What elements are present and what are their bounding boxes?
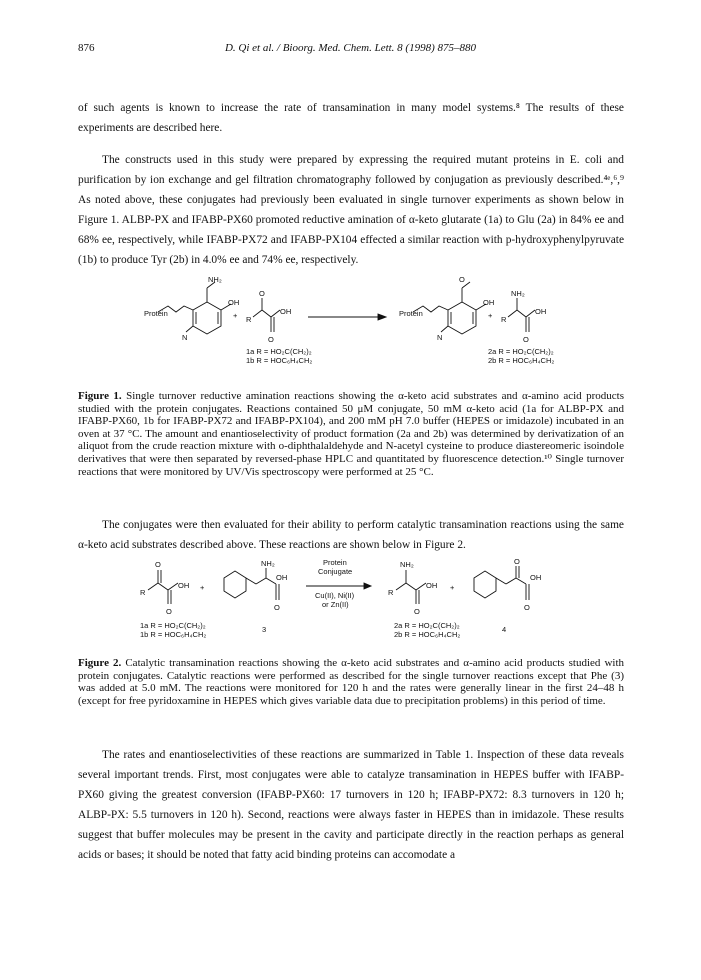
fig1-nh2-prod: NH₂ [511, 289, 525, 298]
fig1-plus-right: + [488, 311, 493, 320]
fig2-label-2b: 2b R = HOC₆H₄CH₂ [394, 630, 461, 639]
fig2-r-2: R [388, 588, 394, 597]
fig1-r-prod: R [501, 315, 507, 324]
fig1-oh-sub: OH [280, 307, 292, 316]
fig1-o2-prod: O [523, 335, 529, 344]
fig1-label-2a: 2a R = HO₂C(CH₂)₂ [488, 347, 554, 356]
fig2-o-1: O [155, 560, 161, 569]
fig2-nh2-3: NH₂ [261, 559, 275, 568]
fig1-nh2-left: NH₂ [208, 275, 222, 284]
figure-1-caption-text: Single turnover reductive amination reactions showing the α-keto acid substrates and α-amino acid products studied with the protein conjugates. Reactions contained 50 μM conjugate, 50 mM α-keto acid (1a for ALBP-PX and IFABP-PX60, 1b for IFABP-PX72 and IFABP-PX104), and 200 mM pH 7.0 buffer (HEPES or imidazole) incubated in an oven at 37 °C. The amount and enantioselectivity of product formation (2a and 2b) was determined by derivatization of an aliquot from the crude reaction mixture with o-diphthalaldehyde and N-acetyl cysteine to produce diastereomeric isoindole derivatives that were then separated by reversed-phase HPLC and quantitated by fluorescence detection.¹⁰ Single turnover reactions that were monitored by UV/Vis spectroscopy were performed at 25 °C. [78, 390, 624, 478]
fig2-oh-1: OH [178, 581, 190, 590]
fig2-r-1: R [140, 588, 146, 597]
fig1-r-sub: R [246, 315, 252, 324]
fig1-label-2b: 2b R = HOC₆H₄CH₂ [488, 356, 555, 364]
fig1-label-1a: 1a R = HO₂C(CH₂)₂ [246, 347, 312, 356]
fig2-o2-1: O [166, 607, 172, 616]
fig2-oh-2: OH [426, 581, 438, 590]
fig2-o2-4: O [524, 603, 530, 612]
figure-1-label: Figure 1. [78, 390, 122, 402]
fig2-o-4: O [514, 558, 520, 566]
fig1-plus-left: + [233, 311, 238, 320]
fig1-oh-left: OH [228, 298, 240, 307]
fig2-nh2-2: NH₂ [400, 560, 414, 569]
running-head: D. Qi et al. / Bioorg. Med. Chem. Lett. 8 (1998) 875–880 [224, 42, 477, 54]
fig1-o-sub: O [259, 289, 265, 298]
page-header [78, 42, 623, 58]
fig1-oh-prod: OH [535, 307, 547, 316]
fig2-label-1a: 1a R = HO₂C(CH₂)₂ [140, 621, 206, 630]
paragraph-1: of such agents is known to increase the rate of transamination in many model systems.⁸ The results of these experiments are described here. [78, 102, 624, 134]
paragraph-3: The conjugates were then evaluated for their ability to perform catalytic transamination reactions using the same α-keto acid substrates described above. These reactions are shown below in Figure 2. [78, 519, 624, 551]
fig2-label-1b: 1b R = HOC₆H₄CH₂ [140, 630, 207, 639]
page-number: 876 [78, 42, 95, 54]
figure-2-structures [78, 558, 624, 644]
fig1-protein-left: Protein [144, 309, 168, 318]
figure-2-label: Figure 2. [78, 657, 122, 669]
figure-1-structures [78, 272, 624, 364]
fig2-oh-3: OH [276, 573, 288, 582]
fig1-o-right: O [459, 275, 465, 284]
fig2-arrow-bottom2: or Zn(II) [322, 600, 349, 609]
fig2-label-2a: 2a R = HO₂C(CH₂)₂ [394, 621, 460, 630]
paragraph-4: The rates and enantioselectivities of these reactions are summarized in Table 1. Inspection of these data reveals several important trends. First, most conjugates were able to catalyze transamination in HEPES buffer with IFABP-PX60 giving the greatest conversion (IFABP-PX60: 17 turnovers in 120 h; IFABP-PX72: 8.3 turnovers in 120 h; ALBP-PX: 5.5 turnovers in 120 h). Second, reactions were always faster in HEPES than in imidazole. These results suggest that buffer molecules may be present in the cavity and participate directly in the reaction perhaps as general acids or bases; it should be noted that fatty acid binding proteins can accomodate a [78, 749, 624, 861]
fig1-label-1b: 1b R = HOC₆H₄CH₂ [246, 356, 313, 364]
fig2-label-4: 4 [502, 625, 507, 634]
fig2-arrow-top1: Protein [323, 558, 347, 567]
fig2-plus-1: + [200, 583, 205, 592]
fig2-arrow-top2: Conjugate [318, 567, 353, 576]
figure-1-scheme [78, 272, 624, 362]
fig1-protein-right: Protein [399, 309, 423, 318]
paragraph-2: The constructs used in this study were prepared by expressing the required mutant proteins in E. coli and purification by ion exchange and gel filtration chromatography followed by conjugation as previously described.⁴ᵉ,⁶,⁹ As noted above, these conjugates had previously been evaluated in single turnover experiments as shown below in Figure 1. ALBP-PX and IFABP-PX60 promoted reductive amination of α-keto glutarate (1a) to Glu (2a) in 84% ee and 68% ee, respectively, while IFABP-PX72 and IFABP-PX104 effected a similar reaction with p-hydroxyphenylpyruvate (1b) to produce Tyr (2b) in 4.0% ee and 74% ee, respectively. [78, 154, 624, 266]
fig1-oh-right: OH [483, 298, 495, 307]
fig1-n-right: N [437, 333, 443, 342]
fig2-label-3: 3 [262, 625, 267, 634]
fig2-plus-2: + [450, 583, 455, 592]
fig2-o-2: O [414, 607, 420, 616]
fig2-o-3: O [274, 603, 280, 612]
figure-1-caption [78, 390, 624, 478]
figure-2-scheme [78, 558, 624, 642]
fig1-o2-sub: O [268, 335, 274, 344]
fig2-oh-4: OH [530, 573, 542, 582]
fig2-arrow-bottom1: Cu(II), Ni(II) [315, 591, 355, 600]
figure-2-caption [78, 657, 624, 707]
figure-2-caption-text: Catalytic transamination reactions showing the α-keto acid substrates and α-amino acid products studied with protein conjugates. Catalytic reactions were performed as described for the single turnover reactions except that Phe (3) was added at 5.0 mM. The reactions were monitored for 120 h and the rates were generally linear in the first 24–48 h (except for free pyridoxamine in HEPES which gives variable data due to precipitation problems) in this period of time. [78, 657, 624, 707]
fig1-n-left: N [182, 333, 188, 342]
